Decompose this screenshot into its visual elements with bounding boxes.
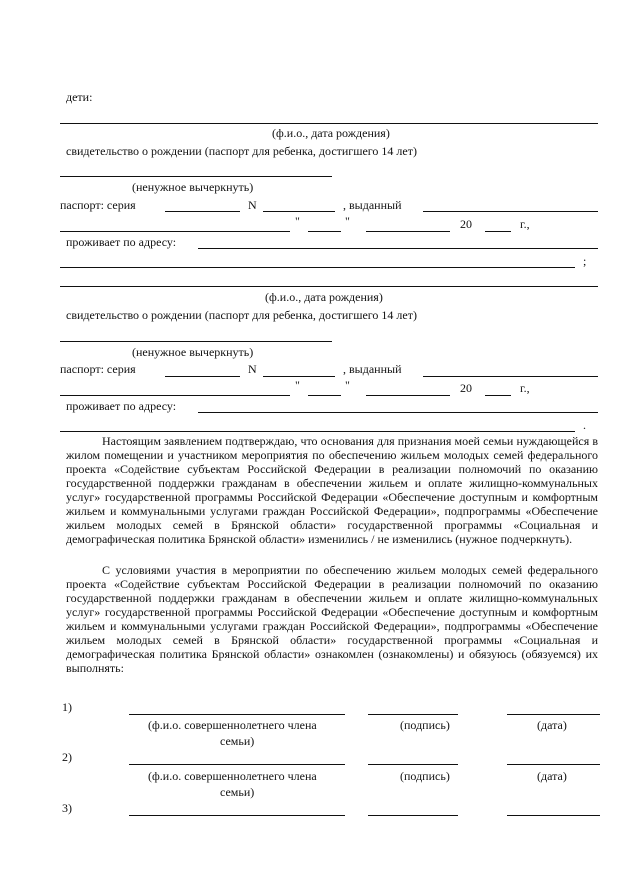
confirmation-paragraph: Настоящим заявлением подтверждаю, что основания для признания моей семьи нуждающейся в жилом помещении и участником мероприятия по обеспечению жильем молодых семей федерального проекта «Содействие субъектам Российской Федерации в реализации полномочий по оказанию государственной поддержки гражданам в обеспечении жильем и оплате жилищно-коммунальных услуг» государственной программы Российской Федерации «Обеспечение доступным и комфортным жильем и коммунальными услугами граждан Российской Федерации», подпрограммы «Обеспечение жильем молодых семей в Брянской области» государственной программы «Социальная и демографическая политика Брянской области» изменились / не изменились (нужное подчеркнуть). [66,434,598,546]
child-1-day-field[interactable] [308,231,341,232]
child-2-issued-label: , выданный [343,362,402,376]
children-heading: дети: [66,90,93,104]
member-caption-line1: (ф.и.о. совершеннолетнего члена [148,718,317,732]
child-1-series-field[interactable] [165,211,240,212]
child-2-month-field[interactable] [366,395,450,396]
signature-field[interactable] [368,764,458,765]
signature-row-number: 1) [62,700,72,714]
child-1-address-label: проживает по адресу: [66,235,177,249]
member-name-field[interactable] [129,815,345,816]
signature-row-number: 2) [62,750,72,764]
child-1-passport-label: паспорт: серия [60,198,136,212]
child-1-month-field[interactable] [366,231,450,232]
member-caption-line1: (ф.и.о. совершеннолетнего члена [148,769,317,783]
child-1-quote-open: " [295,214,300,228]
child-2-passport-label: паспорт: серия [60,362,136,376]
date-caption: (дата) [537,769,567,783]
child-2-quote-open: " [295,378,300,392]
child-2-end-mark: . [583,418,586,432]
date-field[interactable] [507,714,600,715]
child-1-g-label: г., [520,217,530,231]
child-1-strike-note: (ненужное вычеркнуть) [132,180,254,194]
child-2-year-label: 20 [460,381,472,395]
conditions-paragraph: С условиями участия в мероприятии по обеспечению жильем молодых семей федерального проекта «Содействие субъектам Российской Федерации в реализации полномочий по оказанию государственной поддержки гражданам в обеспечении жильем и оплате жилищно-коммунальных услуг» государственной программы Российской Федерации «Обеспечение доступным и комфортным жильем и коммунальными услугами граждан Российской Федерации», подпрограммы «Обеспечение жильем молодых семей в Брянской области» государственной программы «Социальная и демографическая политика Брянской области» ознакомлен (ознакомлены) и обязуюсь (обязуемся) их выполнять: [66,563,598,675]
date-caption: (дата) [537,718,567,732]
child-2-address-label: проживает по адресу: [66,399,177,413]
child-2-issuer-field-2[interactable] [60,395,290,396]
child-1-name-caption: (ф.и.о., дата рождения) [272,126,390,140]
signature-caption: (подпись) [400,718,450,732]
date-field[interactable] [507,815,600,816]
member-caption-line2: семьи) [220,734,255,748]
child-2-quote-close: " [345,378,350,392]
member-name-field[interactable] [129,714,345,715]
child-2-g-label: г., [520,381,530,395]
signature-caption: (подпись) [400,769,450,783]
signature-field[interactable] [368,815,458,816]
child-2-day-field[interactable] [308,395,341,396]
child-1-issuer-field[interactable] [423,211,598,212]
child-2-address-field[interactable] [198,412,598,413]
child-2-strike-note: (ненужное вычеркнуть) [132,345,254,359]
child-2-address-field-2[interactable] [60,431,575,432]
child-1-n-label: N [248,198,257,212]
child-2-name-line[interactable] [60,286,598,287]
child-1-year-label: 20 [460,217,472,231]
child-1-issued-label: , выданный [343,198,402,212]
child-2-year-field[interactable] [485,395,511,396]
child-1-address-field[interactable] [198,248,598,249]
signature-field[interactable] [368,714,458,715]
signature-row-number: 3) [62,801,72,815]
child-1-end-mark: ; [583,254,587,268]
child-1-cert-line[interactable] [60,176,332,177]
child-2-name-caption: (ф.и.о., дата рождения) [265,290,383,304]
child-2-issuer-field[interactable] [423,376,598,377]
child-2-cert-label: свидетельство о рождении (паспорт для ребенка, достигшего 14 лет) [66,308,417,322]
child-1-issuer-field-2[interactable] [60,231,290,232]
member-name-field[interactable] [129,764,345,765]
child-1-quote-close: " [345,214,350,228]
child-2-n-label: N [248,362,257,376]
child-1-number-field[interactable] [263,211,335,212]
child-1-cert-label: свидетельство о рождении (паспорт для ребенка, достигшего 14 лет) [66,144,417,158]
child-2-number-field[interactable] [263,376,335,377]
date-field[interactable] [507,764,600,765]
child-1-address-field-2[interactable] [60,267,575,268]
child-1-year-field[interactable] [485,231,511,232]
child-1-name-line[interactable] [60,123,598,124]
member-caption-line2: семьи) [220,785,255,799]
child-2-cert-line[interactable] [60,341,332,342]
child-2-series-field[interactable] [165,376,240,377]
